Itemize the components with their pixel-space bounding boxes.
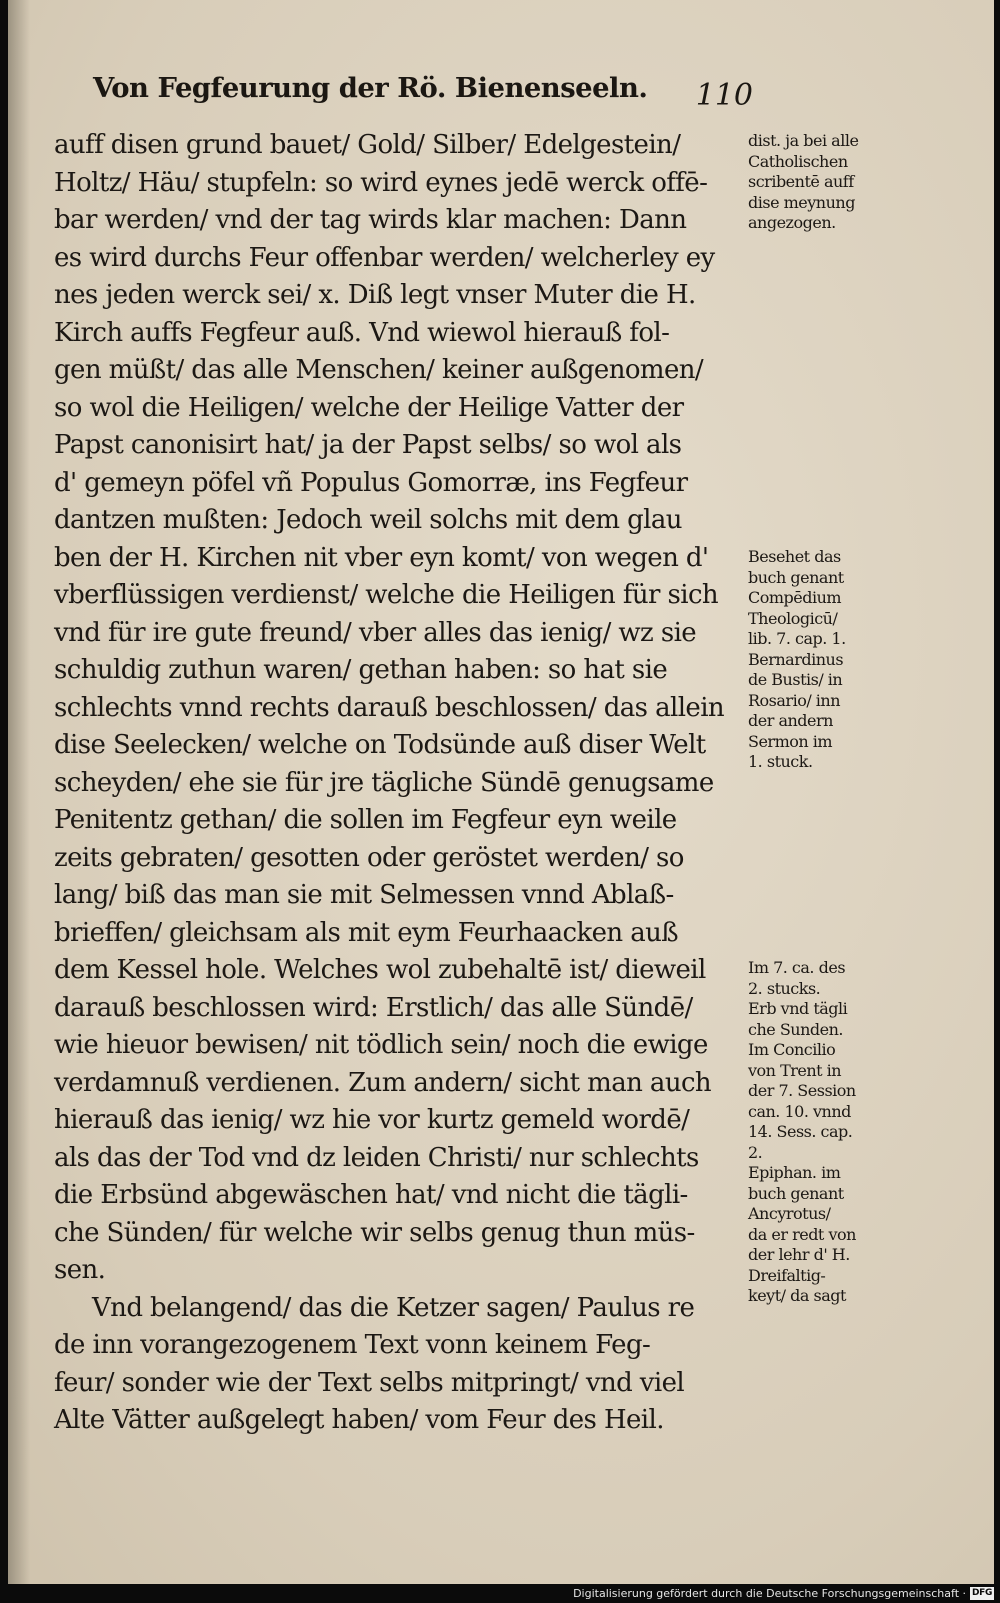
note-line: Rosario/ inn — [748, 690, 841, 710]
note-line: der 7. Session — [748, 1081, 856, 1100]
marginal-note — [748, 131, 888, 234]
text-line: Kirch auffs Fegfeur auß. Vnd wiewol hierauß fol- — [54, 317, 670, 348]
note-line: buch genant — [748, 567, 844, 587]
marginal-note — [748, 958, 888, 1307]
text-line: so wol die Heiligen/ welche der Heilige Vatter der — [54, 392, 684, 423]
note-line: von Trent in — [748, 1060, 842, 1080]
note-line: che Sunden. — [748, 1019, 843, 1039]
marginal-note — [748, 547, 888, 773]
text-line: scheyden/ ehe sie für jre tägliche Sündē genugsame — [54, 767, 714, 798]
text-line: die Erbsünd abgewäschen hat/ vnd nicht die tägli- — [54, 1180, 688, 1210]
note-line: buch genant — [748, 1183, 844, 1203]
book-page — [8, 0, 994, 1584]
note-line: lib. 7. cap. 1. — [748, 629, 846, 648]
text-line: wie hieuor bewisen/ nit tödlich sein/ noch die ewige — [54, 1030, 708, 1060]
note-line: keyt/ da sagt — [748, 1286, 846, 1305]
text-line: bar werden/ vnd der tag wirds klar machen: Dann — [54, 205, 687, 235]
text-line: sen. — [54, 1255, 106, 1285]
note-line: Besehet das — [748, 547, 841, 566]
main-text-block — [54, 127, 754, 1440]
note-line: Compēdium — [748, 588, 842, 607]
note-line: dise meynung — [748, 192, 855, 212]
text-line: d' gemeyn pöfel vñ Populus Gomorræ, ins Fegfeur — [54, 467, 688, 498]
note-line: can. 10. vnnd — [748, 1101, 851, 1121]
note-line: 2. stucks. — [748, 978, 821, 998]
digitization-credit: Digitalisierung gefördert durch die Deutsche Forschungsgemeinschaft · — [573, 1587, 966, 1600]
running-head — [93, 70, 753, 126]
text-line: verdamnuß verdienen. Zum andern/ sicht man auch — [54, 1067, 712, 1098]
text-line: dem Kessel hole. Welches wol zubehaltē ist/ dieweil — [54, 955, 706, 985]
text-line: dantzen mußten: Jedoch weil solchs mit dem glau — [54, 505, 682, 535]
running-title: Von Fegfeurung der Rö. Bienenseeln. — [93, 72, 648, 104]
page-number: 110 — [695, 78, 753, 113]
note-line: da er redt von — [748, 1224, 856, 1244]
text-line: Papst canonisirt hat/ ja der Papst selbs/ so wol als — [54, 430, 682, 460]
note-line: Im Concilio — [748, 1040, 836, 1059]
text-line: es wird durchs Feur offenbar werden/ welcherley ey — [54, 242, 715, 273]
note-line: scribentē auff — [748, 172, 854, 191]
text-line: de inn vorangezogenem Text vonn keinem Feg- — [54, 1330, 651, 1360]
note-line: Ancyrotus/ — [748, 1204, 831, 1223]
paragraph-start-line: Vnd belangend/ das die Ketzer sagen/ Paulus re — [92, 1292, 695, 1323]
text-line: che Sünden/ für welche wir selbs genug thun müs- — [54, 1217, 695, 1248]
note-line: Epiphan. im — [748, 1163, 841, 1182]
text-line: zeits gebraten/ gesotten oder geröstet werden/ so — [54, 842, 684, 873]
text-line: vnd für ire gute freund/ vber alles das ienig/ wz sie — [54, 617, 697, 648]
text-line: nes jeden werck sei/ x. Diß legt vnser Muter die H. — [54, 280, 696, 310]
note-line: Erb vnd tägli — [748, 999, 848, 1018]
text-line: schuldig zuthun waren/ gethan haben: so hat sie — [54, 655, 668, 685]
text-line: Penitentz gethan/ die sollen im Fegfeur eyn weile — [54, 805, 677, 835]
note-line: dist. ja bei alle — [748, 131, 859, 150]
note-line: Dreifaltig- — [748, 1265, 826, 1285]
text-line: hierauß das ienig/ wz hie vor kurtz gemeld wordē/ — [54, 1105, 690, 1135]
text-line: Alte Vätter außgelegt haben/ vom Feur des Heil. — [54, 1405, 664, 1435]
text-line: auff disen grund bauet/ Gold/ Silber/ Edelgestein/ — [54, 130, 681, 160]
text-line: gen müßt/ das alle Menschen/ keiner außgenomen/ — [54, 355, 704, 385]
text-line: darauß beschlossen wird: Erstlich/ das alle Sündē/ — [54, 992, 693, 1023]
dfg-logo: DFG — [971, 1588, 993, 1598]
note-line: 2. — [748, 1142, 763, 1162]
note-line: der lehr d' H. — [748, 1245, 850, 1264]
text-line: feur/ sonder wie der Text selbs mitpringt/ vnd viel — [54, 1367, 685, 1398]
note-line: Im 7. ca. des — [748, 958, 846, 977]
text-line: vberflüssigen verdienst/ welche die Heiligen für sich — [54, 580, 719, 610]
text-line: dise Seelecken/ welche on Todsünde auß diser Welt — [54, 730, 706, 760]
text-line: schlechts vnnd rechts darauß beschlossen/ das allein — [54, 692, 725, 723]
note-line: Catholischen — [748, 151, 848, 171]
note-line: Sermon im — [748, 731, 833, 751]
note-line: angezogen. — [748, 213, 836, 232]
note-line: 1. stuck. — [748, 752, 813, 771]
note-line: de Bustis/ in — [748, 670, 843, 689]
text-line: lang/ biß das man sie mit Selmessen vnnd Ablaß- — [54, 880, 674, 910]
note-line: der andern — [748, 711, 833, 730]
note-line: Theologicū/ — [748, 608, 838, 628]
text-line: ben der H. Kirchen nit vber eyn komt/ von wegen d' — [54, 542, 709, 573]
text-line: Holtz/ Häu/ stupfeln: so wird eynes jedē werck offē- — [54, 167, 708, 198]
note-line: Bernardinus — [748, 649, 844, 669]
text-line: brieffen/ gleichsam als mit eym Feurhaacken auß — [54, 917, 679, 948]
note-line: 14. Sess. cap. — [748, 1122, 853, 1141]
text-line: als das der Tod vnd dz leiden Christi/ nur schlechts — [54, 1142, 699, 1173]
